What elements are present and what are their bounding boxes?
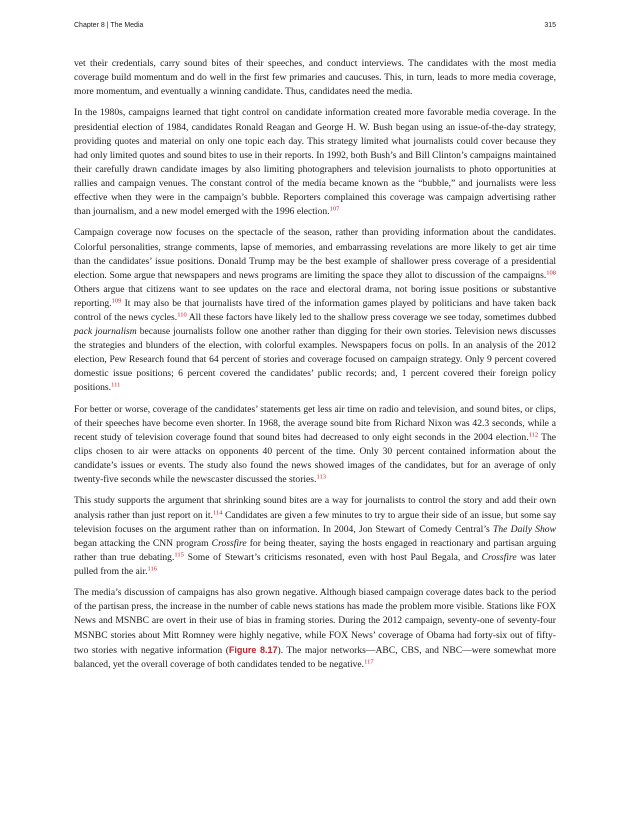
footnote-ref[interactable]: 116 [147,565,158,573]
footnote-ref[interactable]: 111 [111,381,121,389]
paragraph-2: In the 1980s, campaigns learned that tight control on candidate information created more favorable media coverage. In the presidential election of 1984, candidates Ronald Reagan and George H. W. Bush began using an issue-of-the-day strategy, providing quotes and material on only one topic each day. This strategy limited what journalists could cover because they had only limited quotes and sound bites to use in their reports. In 1992, both Bush’s and Bill Clinton’s campaigns maintained their carefully drawn candidate images by also limiting photographers and television journalists to photo opportunities at rallies and campaign venues. The constant control of the media became known as the “bubble,” and journalists were less effective when they were in the campaign’s bubble. Reporters complained this coverage was campaign advertising rather than journalism, and a new model emerged with the 1996 election.$^{107}$ [74,107,556,218]
figure-link[interactable]: Figure 8.17 [228,644,278,655]
footnote-ref[interactable]: 114 [212,509,223,517]
footnote-ref[interactable]: 107 [329,205,340,213]
footnote-ref[interactable]: 108 [546,269,556,277]
paragraph-5: This study supports the argument that shrinking sound bites are a way for journalists to control the story and add their own analysis rather than just report on it.$^{114}$ Candidates are given a few minutes to try to argue their side of an issue, but some say television focuses on the argument rather than on information. In 2004, Jon Stewart of Comedy Central’s The Daily Show began attacking the CNN program Crossfire for being theater, saying the hosts engaged in reactionary and partisan arguing rather than true debating.$^{115}$ Some of Stewart’s criticisms resonated, even with host Paul Begala, and Crossfire was later pulled from the air.$^{116}$ [74,495,556,577]
footnote-ref[interactable]: 110 [177,311,187,319]
page-header [74,22,556,34]
footnote-ref[interactable]: 115 [174,551,184,559]
emphasis-term: pack journalism [74,326,137,338]
show-title: The Daily Show [493,523,556,535]
body-text [74,57,556,679]
chapter-title: Chapter 8 | The Media [74,22,144,29]
paragraph-6: The media’s discussion of campaigns has also grown negative. Although biased campaign coverage dates back to the period of the partisan press, the increase in the number of cable news stations has made the problem more visible. Stations like FOX News and MSNBC are overt in their use of bias in framing stories. During the 2012 campaign, seventy-one of seventy-four MSNBC stories about Mitt Romney were highly negative, while FOX News’ coverage of Obama had forty-six out of fifty-two stories with negative information (Figure 8.17). The major networks—ABC, CBS, and NBC—were somewhat more balanced, yet the overall coverage of both candidates tended to be negative.$^{117}$ [74,587,556,670]
footnote-ref[interactable]: 112 [528,431,539,439]
show-title: Crossfire [481,551,517,563]
show-title: Crossfire [211,537,247,549]
paragraph-1: vet their credentials, carry sound bites of their speeches, and conduct interviews. The candidates with the most media coverage build momentum and do well in the first few primaries and caucuses. This, in turn, leads to more media coverage, more momentum, and eventually a winning candidate. Thus, candidates need the media. [74,58,556,98]
footnote-ref[interactable]: 117 [364,658,374,666]
page-number: 315 [544,22,556,29]
footnote-ref[interactable]: 113 [316,473,326,481]
paragraph-4: For better or worse, coverage of the candidates’ statements get less air time on radio and television, and sound bites, or clips, of their speeches have become even shorter. In 1968, the average sound bite from Richard Nixon was 42.3 seconds, while a recent study of television coverage found that sound bites had decreased to only eight seconds in the 2004 election.$^{112}$ The clips chosen to air were attacks on opponents 40 percent of the time. Only 30 percent contained information about the candidate’s issues or events. The study also found the news showed images of the candidates, but for an average of only twenty-five seconds while the newscaster discussed the stories.$^{113}$ [74,403,556,486]
footnote-ref[interactable]: 109 [111,297,122,305]
paragraph-3: Campaign coverage now focuses on the spectacle of the season, rather than providing information about the candidates. Colorful personalities, strange comments, lapse of memories, and embarrassing revelations are more likely to get air time than the candidates’ issue positions. Donald Trump may be the best example of shallower press coverage of a presidential election. Some argue that newspapers and news programs are limiting the space they allot to discussion of the campaigns.$^{108}$ Others argue that citizens want to see updates on the race and electoral drama, not boring issue positions or substantive reporting.$^{109}$ It may also be that journalists have tired of the information games played by politicians and have taken back control of the news cycles.$^{110}$ All these factors have likely led to the shallow press coverage we see today, sometimes dubbed pack journalism because journalists follow one another rather than digging for their own stories. Television news discusses the strategies and blunders of the election, with colorful examples. Newspapers focus on polls. In an analysis of the 2012 election, Pew Research found that 64 percent of stories and coverage focused on campaign strategy. Only 9 percent covered domestic issue positions; 6 percent covered the candidates’ public records; and, 1 percent covered their foreign policy positions.$^{111}$ [74,227,556,394]
